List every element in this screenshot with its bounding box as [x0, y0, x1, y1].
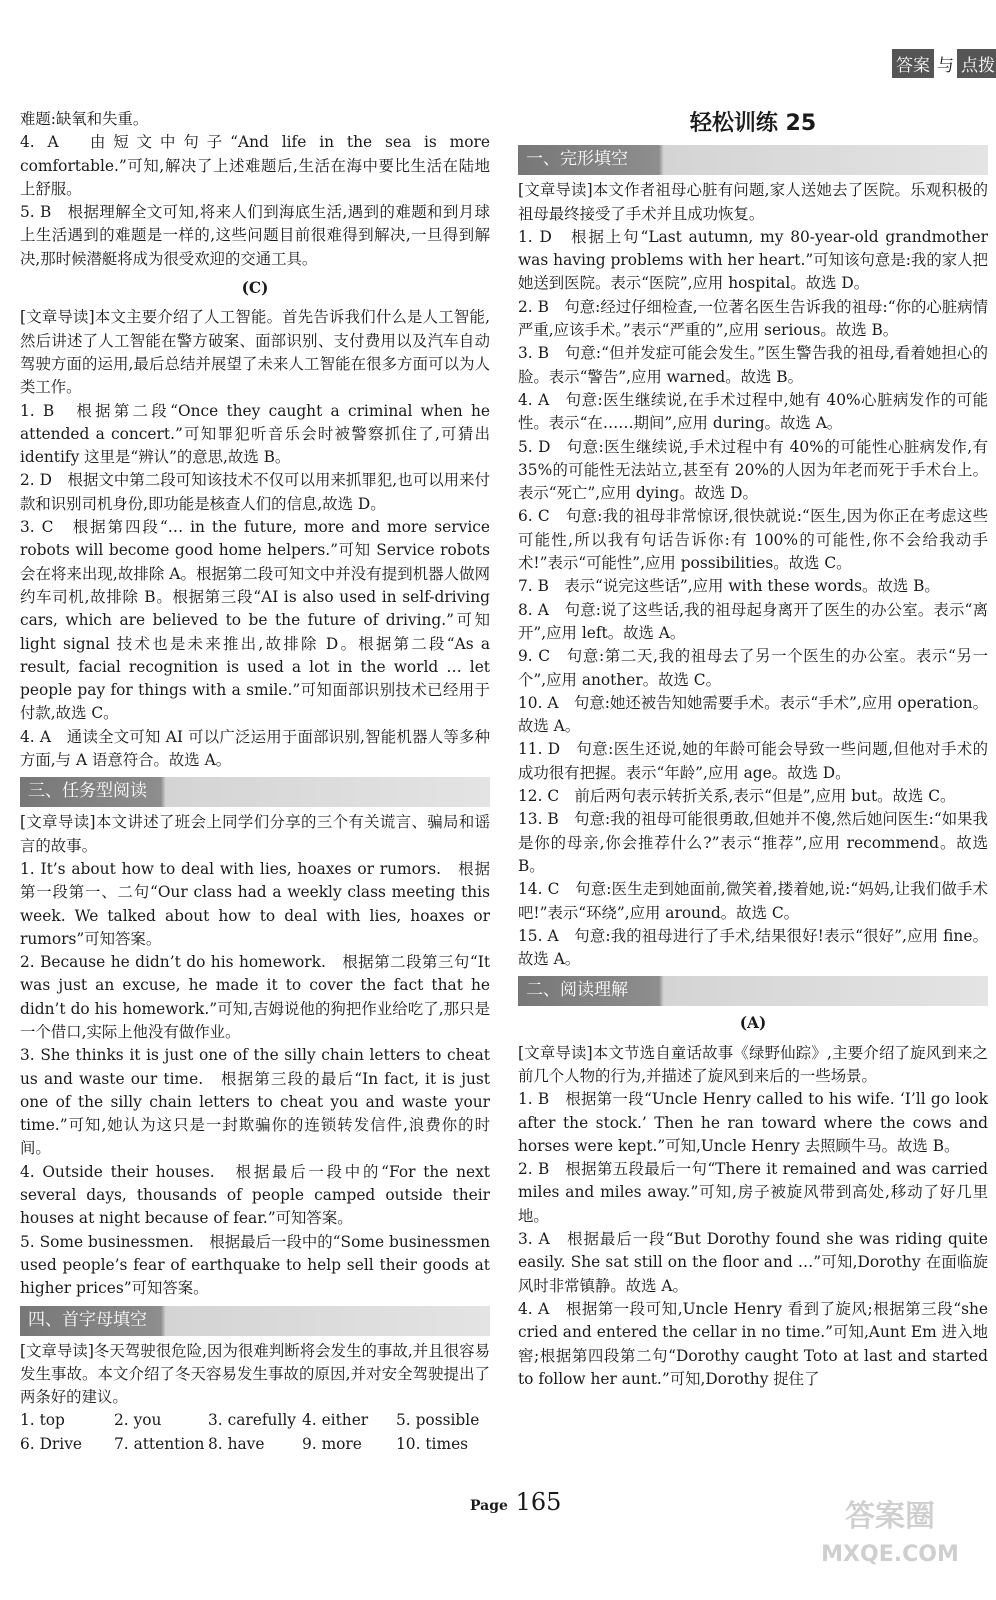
- answer-item: 6. Drive: [20, 1434, 82, 1453]
- paragraph: 3. She thinks it is just one of the silly chain letters to cheat us and waste our time. 根据第三段的最后“In fact, it is just one of the silly chain letters to cheat you and waste your time.”可知,她认为这只是一封欺骗你的连锁转发信件,浪费你的时间。: [20, 1046, 490, 1158]
- paragraph: 4. Outside their houses. 根据最后一段中的“For the next several days, thousands of people camped outside their houses at night because of fear.”可知答案。: [20, 1162, 490, 1228]
- paragraph: 11. D 句意:医生还说,她的年龄可能会导致一些问题,但他对手术的成功很有把握。表示“年龄”,应用 age。故选 D。: [518, 740, 988, 782]
- paragraph: [文章导读]本文作者祖母心脏有问题,家人送她去了医院。乐观积极的祖母最终接受了手术并且成功恢复。: [518, 181, 988, 223]
- paragraph: 4. A 由短文中句子“And life in the sea is more comfortable.”可知,解决了上述难题后,生活在海中要比生活在陆地上舒服。: [20, 133, 490, 198]
- paragraph: 9. C 句意:第二天,我的祖母去了另一个医生的办公室。表示“另一个”,应用 another。故选 C。: [518, 647, 988, 689]
- section-title: 三、任务型阅读: [28, 781, 147, 802]
- header-tab: [892, 48, 996, 78]
- paragraph: 4. A 通读全文可知 AI 可以广泛运用于面部识别,智能机器人等多种方面,与 A 语意符合。故选 A。: [20, 727, 490, 770]
- paragraph: 7. B 表示“说完这些话”,应用 with these words。故选 B。: [518, 577, 940, 596]
- paragraph: 2. Because he didn’t do his homework. 根据第二段第三句“It was just an excuse, he made it to cover the fact that he didn’t do his homework.”可知,吉姆说他的狗把作业给吃了,那只是一个借口,实际上他没有做作业。: [20, 953, 490, 1041]
- section-c-heading: (C): [241, 279, 269, 298]
- page-title: 轻松训练 25: [689, 111, 817, 136]
- paragraph: 1. It’s about how to deal with lies, hoaxes or rumors. 根据第一段第一、二句“Our class had a weekly class meeting this week. We talked about how to deal with lies, hoaxes or rumors”可知答案。: [20, 859, 490, 948]
- paragraph: 13. B 句意:我的祖母可能很勇敢,但她并不傻,然后她问医生:“如果我是你的母亲,你会推荐什么?”表示“推荐”,应用 recommend。故选 B。: [518, 810, 988, 875]
- right-column: [518, 104, 988, 1391]
- paragraph: 5. Some businessmen. 根据最后一段中的“Some businessmen used people’s fear of earthquake to help sell their goods at higher prices”可知答案。: [20, 1232, 490, 1298]
- paragraph: 14. C 句意:医生走到她面前,微笑着,搂着她,说:“妈妈,让我们做手术吧!”表示“环绕”,应用 around。故选 C。: [518, 880, 988, 922]
- paragraph: 12. C 前后两句表示转折关系,表示“但是”,应用 but。故选 C。: [518, 787, 956, 806]
- paragraph: 3. A 根据最后一段“But Dorothy found she was riding quite easily. She sat still on the floor and …”可知,Dorothy 在面临旋风时非常镇静。故选 A。: [518, 1230, 988, 1295]
- watermark-logo: 答案圈: [845, 1499, 935, 1534]
- section-banner: [518, 145, 988, 175]
- left-column: [20, 108, 490, 1456]
- answer-item: 1. top: [20, 1411, 65, 1430]
- section-banner: [20, 1306, 490, 1336]
- paragraph: [文章导读]本文主要介绍了人工智能。首先告诉我们什么是人工智能,然后讲述了人工智能在警方破案、面部识别、支付费用以及汽车自动驾驶方面的运用,最后总结并展望了未来人工智能在很多方面可以为人类工作。: [20, 308, 490, 397]
- header-and-label: 与: [937, 55, 954, 76]
- paragraph: 1. D 根据上句“Last autumn, my 80-year-old grandmother was having problems with her heart.”可知该句意是:我的家人把她送到医院。表示“医院”,应用 hospital。故选 D。: [518, 227, 988, 293]
- watermark-url: MXQE.COM: [821, 1542, 959, 1567]
- answer-item: 7. attention: [114, 1434, 205, 1453]
- paragraph: 5. B 根据理解全文可知,将来人们到海底生活,遇到的难题和到月球上生活遇到的难题是一样的,这些问题目前很难得到解决,一旦得到解决,那时候潜艇将成为很受欢迎的交通工具。: [20, 203, 490, 268]
- answer-item: 4. either: [302, 1411, 369, 1430]
- section-banner: [20, 777, 490, 807]
- section-title: 二、阅读理解: [526, 980, 628, 1001]
- paragraph: 4. A 句意:医生继续说,在手术过程中,她有 40%心脏病发作的可能性。表示“在……期间”,应用 during。故选 A。: [518, 390, 988, 433]
- paragraph: 4. A 根据第一段可知,Uncle Henry 看到了旋风;根据第三段“she cried and entered the cellar in no time.”可知,Aunt Em 进入地窖;根据第四段第二句“Dorothy caught Toto at last and started to follow her aunt.”可知,Dorothy 捉住了: [518, 1299, 988, 1388]
- section-a-heading: (A): [739, 1014, 767, 1033]
- section-banner: [518, 976, 988, 1006]
- paragraph: 难题:缺氧和失重。: [20, 110, 149, 128]
- paragraph: 1. B 根据第一段“Uncle Henry called to his wife. ‘I’ll go look after the stock.’ Then he ran toward where the cows and horses were kept.”可知,Uncle Henry 去照顾牛马。故选 B。: [518, 1090, 988, 1155]
- paragraph: 8. A 句意:说了这些话,我的祖母起身离开了医生的办公室。表示“离开”,应用 left。故选 A。: [518, 600, 988, 642]
- paragraph: [文章导读]本文讲述了班会上同学们分享的三个有关谎言、骗局和谣言的故事。: [20, 813, 490, 855]
- paragraph: 2. B 根据第五段最后一句“There it remained and was carried miles and miles away.”可知,房子被旋风带到高处,移动了好几里地。: [518, 1160, 988, 1225]
- answer-item: 9. more: [302, 1434, 362, 1453]
- header-answer-label: 答案: [892, 49, 934, 78]
- paragraph: 5. D 句意:医生继续说,手术过程中有 40%的可能性心脏病发作,有 35%的可能性无法站立,甚至有 20%的人因为年老而死于手术台上。表示“死亡”,应用 dying。故选 D。: [518, 437, 988, 503]
- answer-item: 8. have: [208, 1434, 265, 1453]
- paragraph: 15. A 句意:我的祖母进行了手术,结果很好!表示“很好”,应用 fine。故选 A。: [518, 926, 988, 969]
- paragraph: [文章导读]本文节选自童话故事《绿野仙踪》,主要介绍了旋风到来之前几个人物的行为,并描述了旋风到来后的一些场景。: [518, 1043, 988, 1085]
- answer-item: 3. carefully: [208, 1411, 296, 1430]
- answer-item: 10. times: [396, 1434, 469, 1453]
- section-title: 一、完形填空: [526, 149, 628, 170]
- paragraph: [文章导读]冬天驾驶很危险,因为很难判断将会发生的事故,并且很容易发生事故。本文介绍了冬天容易发生事故的原因,并对安全驾驶提出了两条好的建议。: [20, 1341, 490, 1407]
- watermark: [800, 1498, 980, 1578]
- answer-item: 5. possible: [396, 1411, 480, 1430]
- paragraph: 3. C 根据第四段“… in the future, more and more service robots will become good home helpers.”可知 Service robots 会在将来出现,故排除 A。根据第二段可知文中并没有提到机器人做网约车司机,故排除 B。根据第三段“AI is also used in self-driving cars, which are believed to be the future of driving.”可知 light signal 技术也是未来推出,故排除 D。根据第二段“As a result, facial recognition is used a lot in the world … let people pay for things with a smile.”可知面部识别技术已经用于付款,故选 C。: [20, 518, 490, 723]
- paragraph: 2. B 句意:经过仔细检查,一位著名医生告诉我的祖母:“你的心脏病情严重,应该手术。”表示“严重的”,应用 serious。故选 B。: [518, 297, 988, 340]
- page-label: Page: [470, 1498, 508, 1514]
- paragraph: 1. B 根据第二段“Once they caught a criminal when he attended a concert.”可知罪犯听音乐会时被警察抓住了,可猜出 identify 这里是“辨认”的意思,故选 B。: [20, 401, 490, 467]
- section-title: 四、首字母填空: [28, 1309, 147, 1330]
- paragraph: 6. C 句意:我的祖母非常惊讶,很快就说:“医生,因为你正在考虑这些可能性,所以我有句话告诉你:有 100%的可能性,你不会给我动手术!”表示“可能性”,应用 possibilities。故选 C。: [518, 507, 988, 573]
- paragraph: 10. A 句意:她还被告知她需要手术。表示“手术”,应用 operation。故选 A。: [518, 693, 988, 736]
- paragraph: 3. B 句意:“但并发症可能会发生。”医生警告我的祖母,看着她担心的脸。表示“警告”,应用 warned。故选 B。: [518, 344, 988, 386]
- page-number-value: 165: [515, 1488, 562, 1516]
- answer-item: 2. you: [114, 1411, 162, 1430]
- answer-grid: [20, 1409, 490, 1456]
- page-number: [470, 1488, 561, 1516]
- header-hint-label: 点拨: [957, 49, 996, 78]
- paragraph: 2. D 根据文中第二段可知该技术不仅可以用来抓罪犯,也可以用来付款和识别司机身份,即功能是核查人们的信息,故选 D。: [20, 471, 490, 513]
